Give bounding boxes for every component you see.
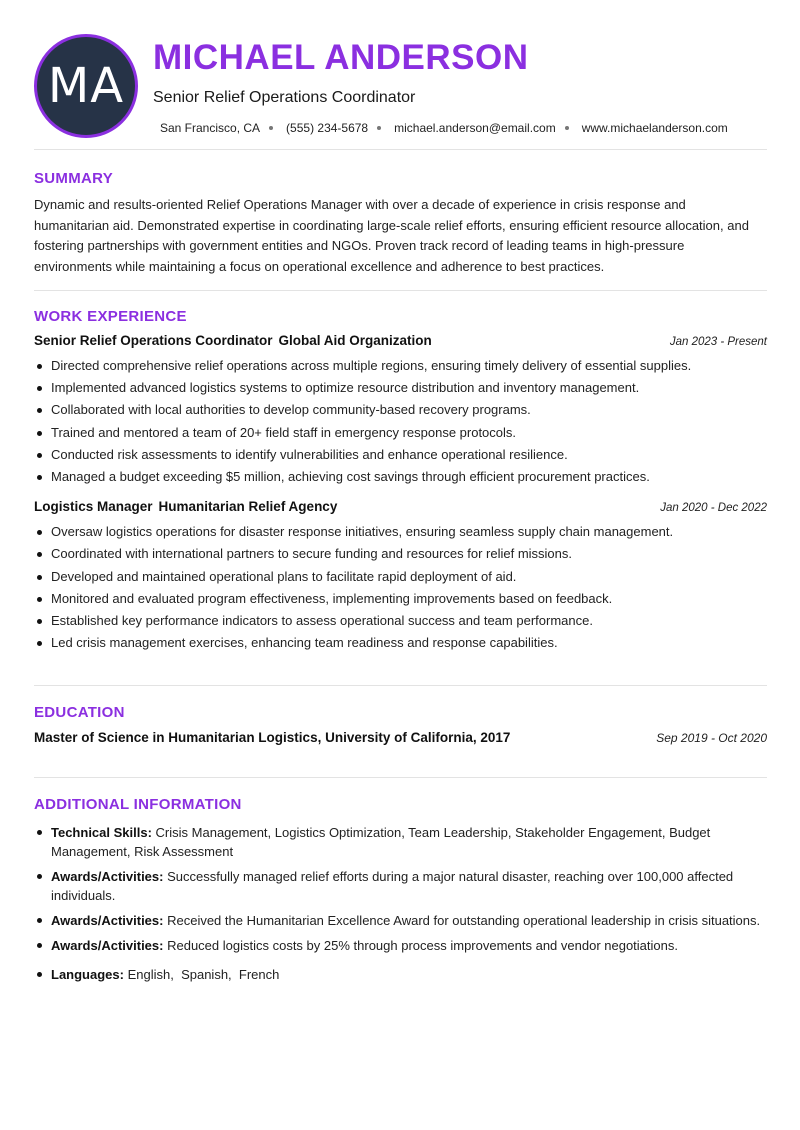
education-entry <box>34 730 767 745</box>
contact-phone: (555) 234-5678 <box>286 121 369 135</box>
list-item: Implemented advanced logistics systems to optimize resource distribution and inventory management. <box>34 377 767 399</box>
info-label: Awards/Activities: <box>51 869 164 884</box>
list-item: Developed and maintained operational plans to facilitate rapid deployment of aid. <box>34 566 767 588</box>
job-title <box>34 333 432 348</box>
section-heading: SUMMARY <box>34 170 114 187</box>
candidate-name: MICHAEL ANDERSON <box>153 38 529 77</box>
section-heading: ADDITIONAL INFORMATION <box>34 796 242 813</box>
contact-email: michael.anderson@email.com <box>394 121 556 135</box>
info-text: English, Spanish, French <box>127 967 280 982</box>
info-text: Reduced logistics costs by 25% through process improvements and vendor negotiations. <box>167 938 678 953</box>
job-header <box>34 499 767 514</box>
job-header <box>34 333 767 348</box>
avatar <box>34 34 138 138</box>
contact-website: www.michaelanderson.com <box>581 121 728 135</box>
list-item: Coordinated with international partners to secure funding and resources for relief missions. <box>34 543 767 565</box>
list-item: Collaborated with local authorities to develop community-based recovery programs. <box>34 399 767 421</box>
additional-info-list <box>34 823 767 984</box>
education-section <box>34 686 767 778</box>
list-item <box>34 965 767 984</box>
info-text: Successfully managed relief efforts during a major natural disaster, reaching over 100,000 affected individuals. <box>51 869 734 903</box>
work-experience-section <box>34 291 767 686</box>
job-bullets <box>34 521 767 654</box>
list-item: Established key performance indicators to assess operational success and team performance. <box>34 610 767 632</box>
separator-dot <box>377 126 381 130</box>
job-organization: Global Aid Organization <box>278 333 432 348</box>
job-dates: Jan 2023 - Present <box>669 336 767 348</box>
job-bullets <box>34 355 767 488</box>
list-item <box>34 823 767 861</box>
info-label: Technical Skills: <box>51 825 152 840</box>
summary-text: Dynamic and results-oriented Relief Operations Manager with over a decade of experience in crisis response and humanitarian aid. Demonstrated expertise in coordinating large-scale relief efforts, ensuring efficient resource allocation, and fostering partnerships with government entities and NGOs. Proven track record of leading teams in high-pressure environments while maintaining a focus on operational excellence and adherence to best practices. <box>34 197 749 274</box>
list-item: Monitored and evaluated program effectiveness, implementing improvements based on feedback. <box>34 588 767 610</box>
info-label: Awards/Activities: <box>51 938 164 953</box>
list-item <box>34 911 767 930</box>
job-role: Senior Relief Operations Coordinator <box>34 333 273 348</box>
candidate-title: Senior Relief Operations Coordinator <box>153 89 416 106</box>
job-dates: Jan 2020 - Dec 2022 <box>660 502 767 515</box>
job-organization: Humanitarian Relief Agency <box>158 499 338 515</box>
job-entry <box>34 499 767 654</box>
list-item: Managed a budget exceeding $5 million, achieving cost savings through efficient procurement practices. <box>34 466 767 488</box>
info-label: Awards/Activities: <box>51 913 164 928</box>
resume-header <box>34 0 767 150</box>
avatar-initials: MA <box>47 58 125 114</box>
info-text: Received the Humanitarian Excellence Award for outstanding operational leadership in crisis situations. <box>167 913 761 928</box>
list-item: Oversaw logistics operations for disaster response initiatives, ensuring seamless supply chain management. <box>34 521 767 543</box>
section-heading: WORK EXPERIENCE <box>34 308 187 325</box>
job-role: Logistics Manager <box>34 499 153 515</box>
section-heading: EDUCATION <box>34 704 125 721</box>
contact-location: San Francisco, CA <box>160 121 261 135</box>
info-text: Crisis Management, Logistics Optimization, Team Leadership, Stakeholder Engagement, Budget Management, Risk Assessment <box>51 825 711 859</box>
education-degree: Master of Science in Humanitarian Logistics, University of California, 2017 <box>34 730 511 745</box>
separator-dot <box>269 126 273 130</box>
info-label: Languages: <box>51 967 124 982</box>
list-item: Conducted risk assessments to identify vulnerabilities and enhance operational resilience. <box>34 444 767 466</box>
separator-dot <box>565 126 569 130</box>
contact-line <box>160 121 728 135</box>
additional-info-section <box>34 778 767 984</box>
list-item: Led crisis management exercises, enhancing team readiness and response capabilities. <box>34 632 767 654</box>
job-entry <box>34 333 767 488</box>
list-item: Trained and mentored a team of 20+ field staff in emergency response protocols. <box>34 422 767 444</box>
list-item <box>34 936 767 955</box>
education-dates: Sep 2019 - Oct 2020 <box>656 731 767 745</box>
job-title <box>34 499 337 514</box>
list-item: Directed comprehensive relief operations across multiple regions, ensuring timely delivery of essential supplies. <box>34 355 767 377</box>
summary-section <box>34 150 767 291</box>
list-item <box>34 867 767 905</box>
